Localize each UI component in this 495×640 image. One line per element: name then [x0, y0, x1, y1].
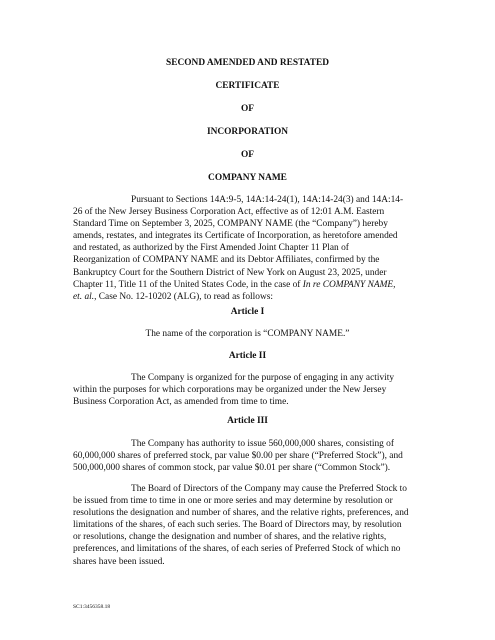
- article-2-line: within the purposes for which corporations may be organized under the New Jersey: [73, 385, 387, 396]
- article-1-text: The name of the corporation is “COMPANY NAME.”: [145, 329, 350, 339]
- article-3-line: or resolutions, change the designation and number of shares, and the relative rights,: [73, 532, 387, 543]
- intro-line-text: , Case No. 12-10202 (ALG), to read as follows:: [94, 291, 273, 302]
- intro-line-text: Chapter 11, Title 11 of the United States Code, in the case of: [73, 279, 303, 290]
- article-2-line: Business Corporation Act, as amended from time to time.: [73, 397, 289, 408]
- article-3-line: The Company has authority to issue 560,000,000 shares, consisting of: [131, 439, 394, 449]
- article-3-line: preferences, and limitations of the shares, of each series of Preferred Stock of which no: [73, 544, 401, 555]
- document-id-footer: SC1:3456358.18: [73, 604, 111, 610]
- article-3-paragraph-1: [73, 438, 425, 474]
- article-2-paragraph: [73, 372, 425, 408]
- article-2-line: The Company is organized for the purpose of engaging in any activity: [131, 373, 395, 383]
- intro-line: Bankruptcy Court for the Southern District of New York on August 23, 2025, under: [73, 267, 387, 278]
- article-3-line: be issued from time to time in one or more series and may determine by resolution or: [73, 496, 393, 507]
- intro-line: 26 of the New Jersey Business Corporation Act, effective as of 12:01 A.M. Eastern: [73, 207, 385, 218]
- article-3-line: 500,000,000 shares of common stock, par value $0.01 per share (“Common Stock”).: [73, 463, 391, 474]
- et-al-italic: et. al.: [73, 291, 95, 302]
- article-3-line: limitations of the shares, of each such series. The Board of Directors may, by resolution: [73, 520, 402, 531]
- article-3-paragraph-2: [73, 483, 425, 568]
- case-name-italic: In re COMPANY NAME,: [302, 279, 396, 290]
- intro-line: [73, 291, 425, 303]
- intro-line: and restated, as authorized by the First Amended Joint Chapter 11 Plan of: [73, 243, 349, 254]
- intro-paragraph: [73, 194, 425, 303]
- intro-line: Standard Time on September 3, 2025, COMPANY NAME (the “Company”) hereby: [73, 219, 388, 230]
- intro-line: [73, 279, 425, 291]
- article-3-line: shares have been issued.: [73, 556, 165, 567]
- document-title-line-3: OF: [240, 104, 255, 114]
- article-3-line: The Board of Directors of the Company may cause the Preferred Stock to: [131, 484, 407, 494]
- intro-line: Pursuant to Sections 14A:9-5, 14A:14-24(1), 14A:14-24(3) and 14A:14-: [131, 195, 404, 205]
- article-3-line: 60,000,000 shares of preferred stock, par value $0.00 per share (“Preferred Stock”), and: [73, 451, 403, 462]
- article-2-heading: Article II: [228, 351, 267, 361]
- article-3-line: resolutions the designation and number of shares, and the relative rights, preferences, and: [73, 508, 409, 519]
- article-3-heading: Article III: [227, 416, 268, 426]
- intro-line: amends, restates, and integrates its Certificate of Incorporation, as heretofore amended: [73, 231, 398, 242]
- intro-line: Reorganization of COMPANY NAME and its Debtor Affiliates, confirmed by the: [73, 255, 380, 266]
- article-1-heading: Article I: [230, 307, 265, 317]
- document-title-line-6: COMPANY NAME: [208, 173, 287, 183]
- document-title-line-1: SECOND AMENDED AND RESTATED: [166, 58, 329, 68]
- document-title-line-4: INCORPORATION: [206, 127, 289, 137]
- document-title-line-5: OF: [240, 150, 255, 160]
- document-title-line-2: CERTIFICATE: [215, 81, 280, 91]
